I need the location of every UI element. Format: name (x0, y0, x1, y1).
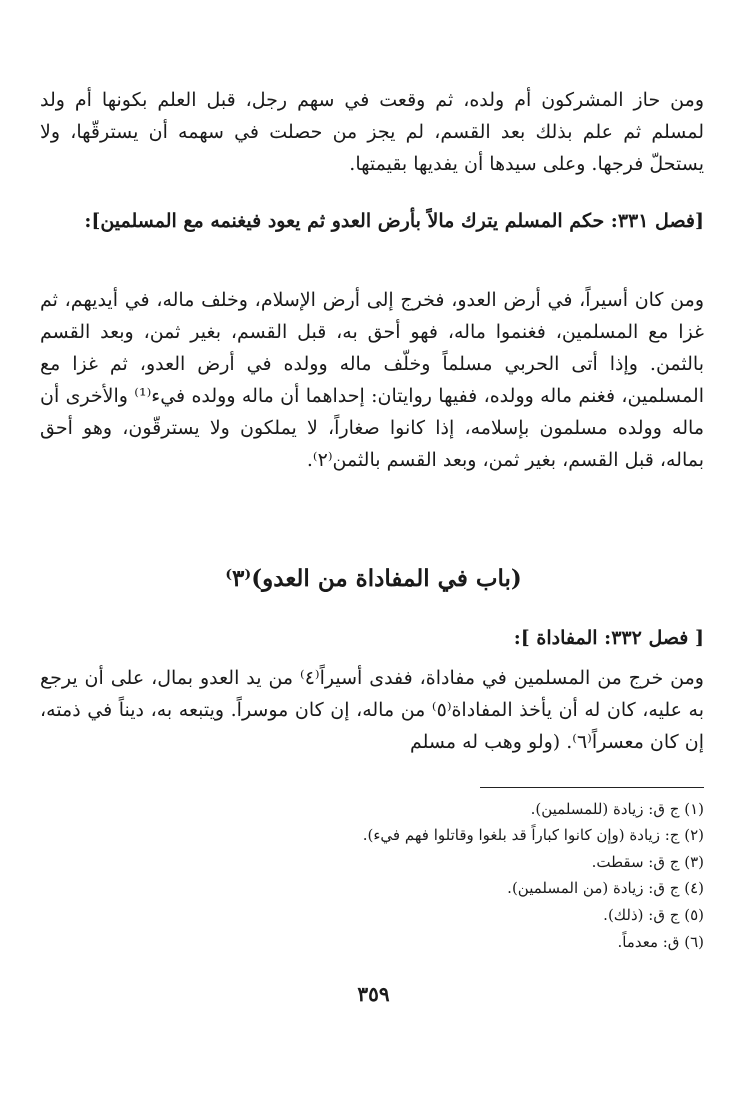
footnote: (٤) ج ق: زيادة (من المسلمين). (507, 879, 704, 897)
chapter-title: (باب في المفاداة من العدو)⁽٣⁾ (225, 565, 522, 592)
section-heading-332: [ فصل ٣٣٢: المفاداة ]: (513, 627, 704, 649)
page-number: ٣٥٩ (357, 982, 390, 1006)
paragraph-captive-property: ومن كان أسيراً، في أرض العدو، فخرج إلى أرض الإسلام، وخلف ماله، في أيديهم، ثم غزا مع المسلمين، فغنموا ماله، فهو أحق به، قبل القسم، بغير ثمن، وبعد القسم بالثمن. وإذا أتى الحربي مسلماً وخلّف ماله وولده في أرض العدو، ثم غزا مع المسلمين، فغنم ماله وولده، ففيها روايتان: إحداهما أن ماله وولده فيء⁽¹⁾ والأخرى أن ماله وولده مسلمون بإسلامه، إذا كانوا صغاراً، لا يملكون ولا يسترقّون، وهو أحق بماله، قبل القسم، بغير ثمن، وبعد القسم بالثمن⁽٢⁾. (40, 289, 704, 471)
paragraph-umm-walad: ومن حاز المشركون أم ولده، ثم وقعت في سهم رجل، قبل العلم بكونها أم ولد لمسلم ثم علم بذلك بعد القسم، لم يجز من حصلت في سهمه أن يسترقّها، ولا يستحلّ فرجها. وعلى سيدها أن يفديها بقيمتها. (40, 89, 704, 175)
footnote: (٦) ق: معدماً. (617, 933, 704, 951)
footnote: (١) ج ق: زيادة (للمسلمين). (530, 800, 704, 818)
footnote: (٢) ج: زيادة (وإن كانوا كباراً قد بلغوا وقاتلوا فهم فيء). (362, 826, 704, 844)
section-heading-331: [فصل ٣٣١: حكم المسلم يترك مالاً بأرض العدو ثم يعود فيغنمه مع المسلمين]: (84, 210, 704, 232)
footnote: (٣) ج ق: سقطت. (591, 853, 704, 871)
footnote-divider (480, 787, 704, 788)
footnote: (٥) ج ق: (ذلك). (603, 906, 704, 924)
paragraph-ransom: ومن خرج من المسلمين في مفاداة، ففدى أسيراً⁽٤⁾ من يد العدو بمال، على أن يرجع به عليه، كان له أن يأخذ المفاداة⁽٥⁾ من ماله، إن كان موسراً. ويتبعه به، ديناً في ذمته، إن كان معسراً⁽٦⁾. (ولو وهب له مسلم (40, 667, 704, 753)
